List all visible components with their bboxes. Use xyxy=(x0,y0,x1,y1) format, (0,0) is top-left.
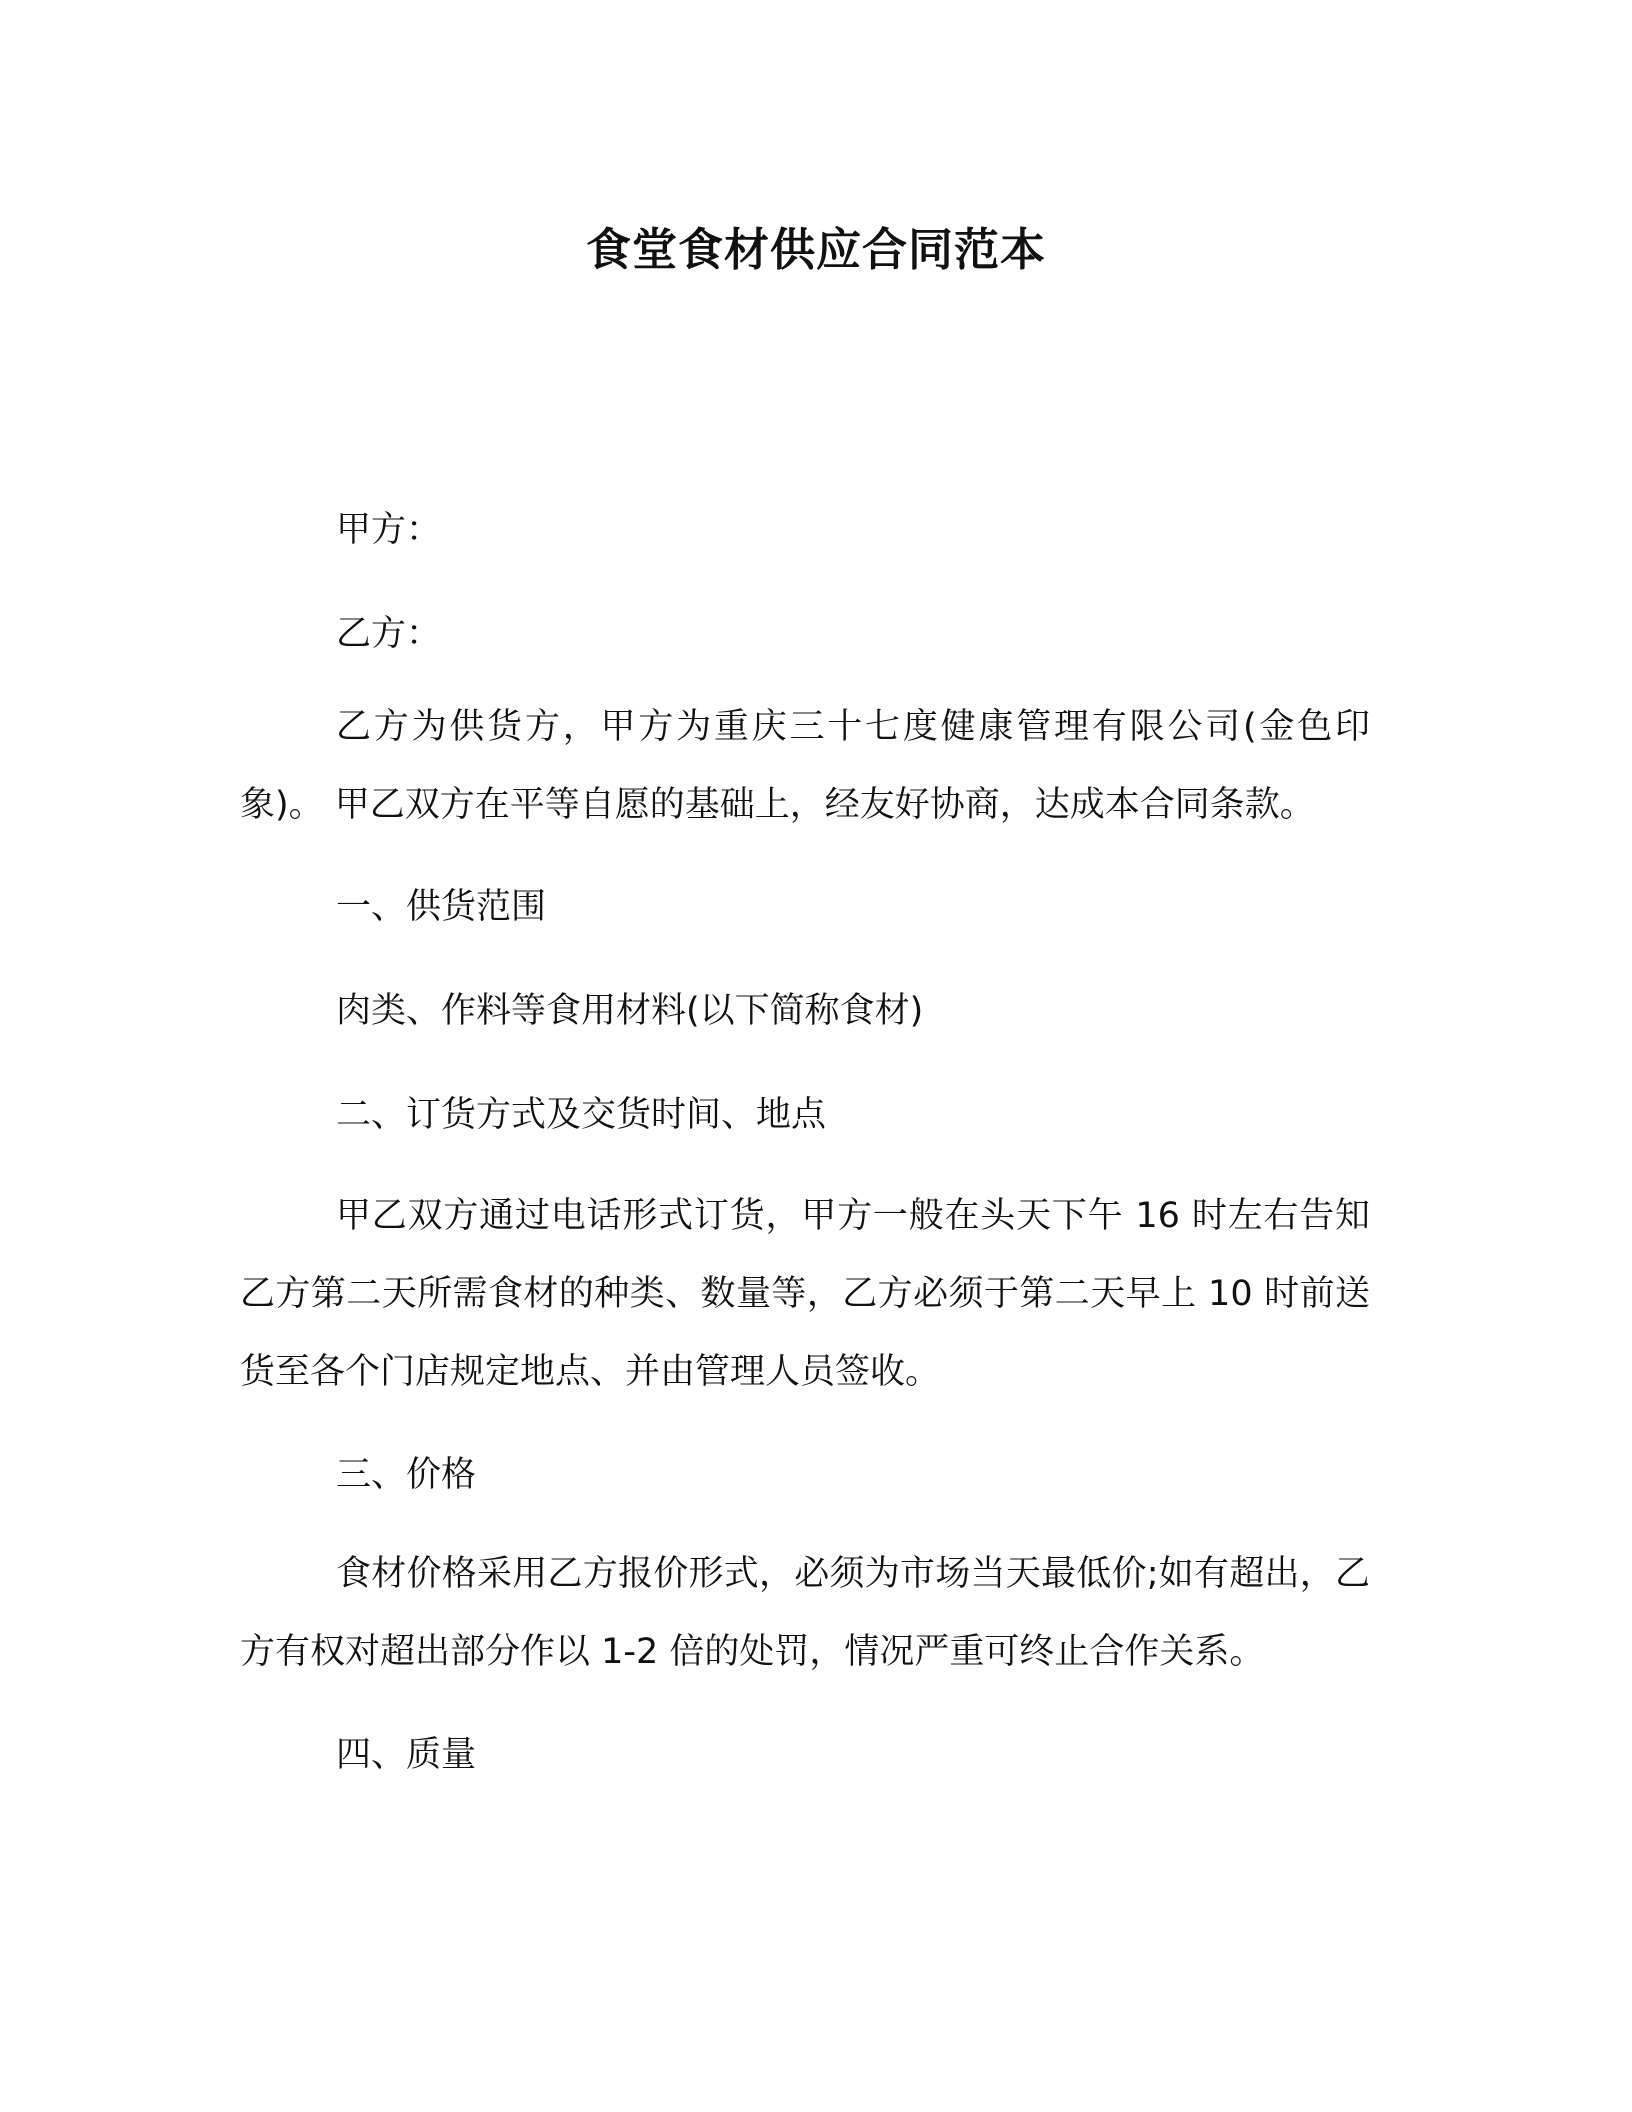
document-title: 食堂食材供应合同范本 xyxy=(585,223,1046,276)
intro-paragraph: 乙方为供货方，甲方为重庆三十七度健康管理有限公司(金色印象)。 甲乙双方在平等自愿的基础上，经友好协商，达成本合同条款。 xyxy=(240,707,1370,825)
section-heading-ordering: 二、订货方式及交货时间、地点 xyxy=(336,1095,827,1135)
section-body-supply-scope: 肉类、作料等食用材料(以下简称食材) xyxy=(336,991,924,1031)
party-a-label: 甲方： xyxy=(336,510,442,550)
section-body-ordering: 甲乙双方通过电话形式订货，甲方一般在头天下午 16 时左右告知乙方第二天所需食材的种类、数量等，乙方必须于第二天早上 10 时前送货至各个门店规定地点、并由管理人员签收。 xyxy=(240,1196,1370,1392)
party-b-label: 乙方： xyxy=(336,614,442,654)
section-heading-supply-scope: 一、供货范围 xyxy=(336,887,547,927)
section-heading-quality: 四、质量 xyxy=(336,1735,477,1775)
section-heading-price: 三、价格 xyxy=(336,1455,477,1495)
section-body-price: 食材价格采用乙方报价形式，必须为市场当天最低价;如有超出，乙方有权对超出部分作以 1-2 倍的处罚，情况严重可终止合作关系。 xyxy=(240,1554,1370,1672)
